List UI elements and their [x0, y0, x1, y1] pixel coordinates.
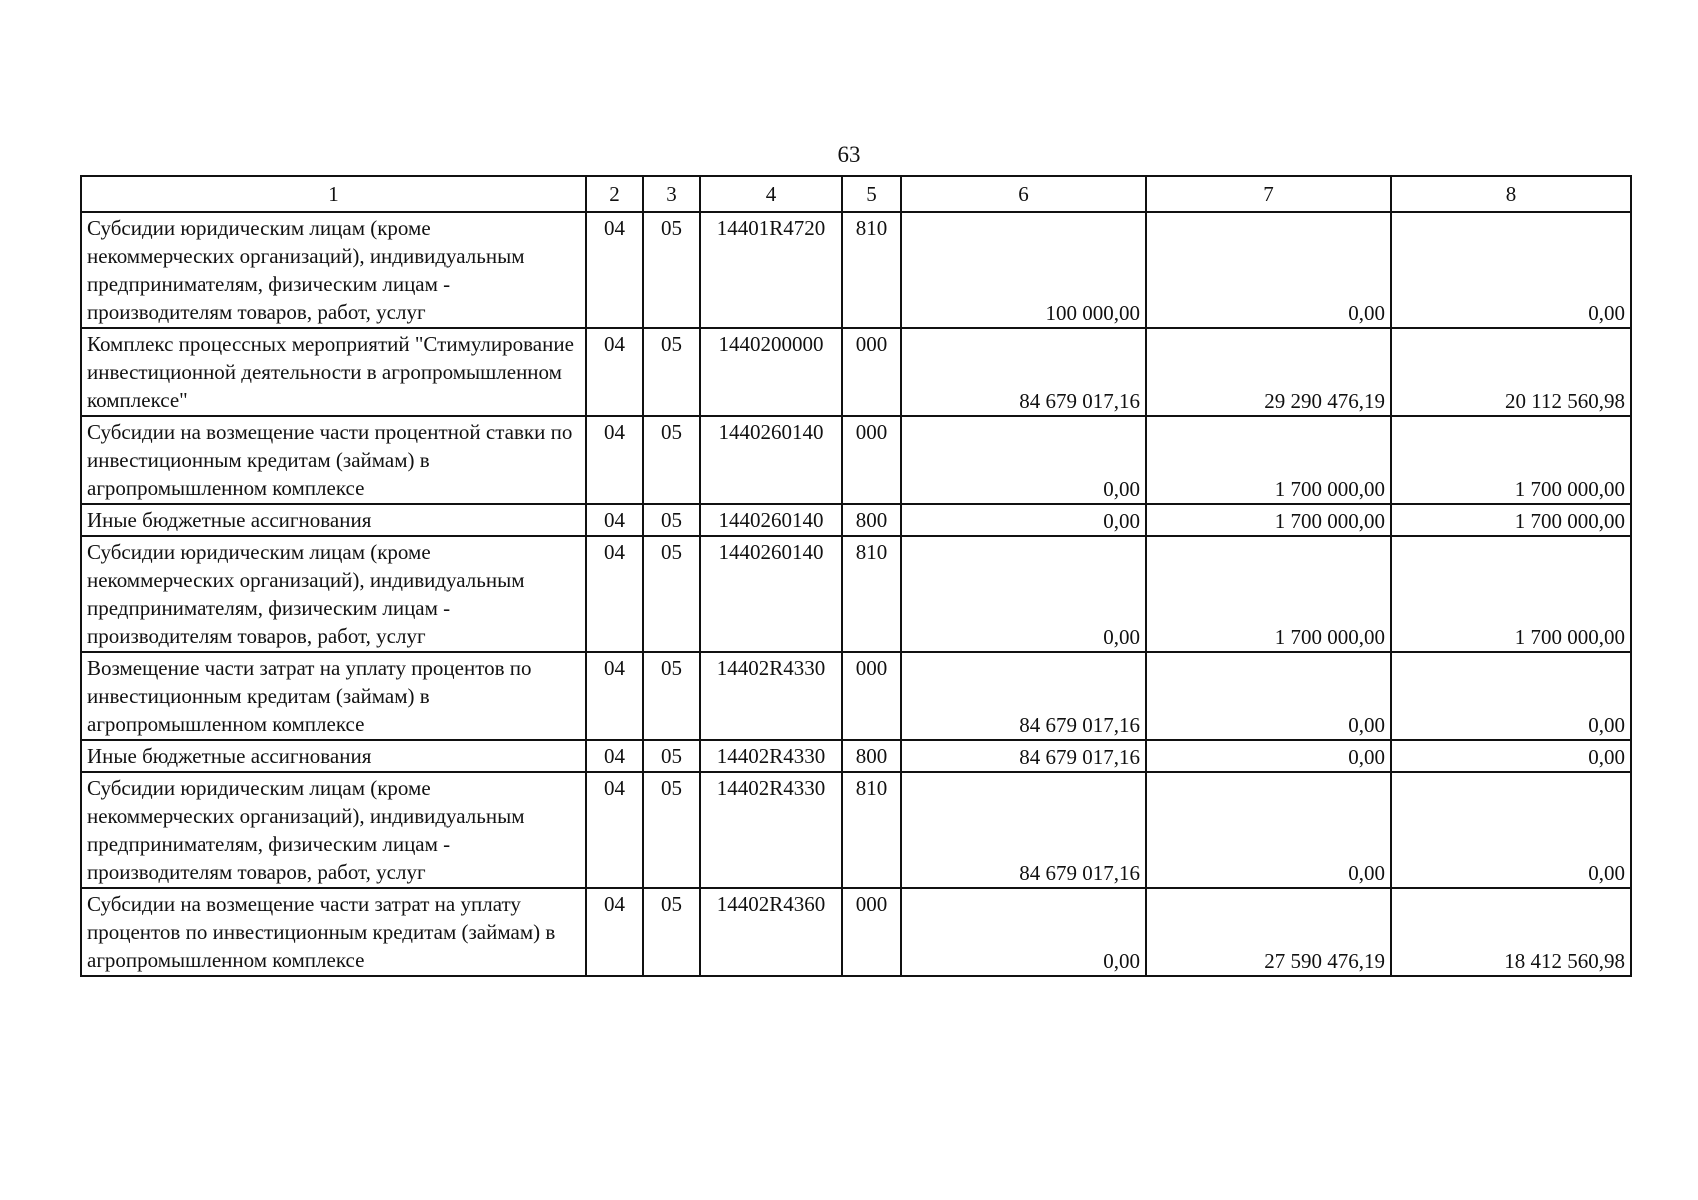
- row-subsection-code: 05: [643, 772, 700, 888]
- column-header: 3: [643, 176, 700, 212]
- row-expense-type: 810: [842, 772, 901, 888]
- row-section-code: 04: [586, 416, 643, 504]
- column-header: 8: [1391, 176, 1631, 212]
- row-amount-col8: 1 700 000,00: [1391, 536, 1631, 652]
- row-target-article: 1440260140: [700, 504, 842, 536]
- row-section-code: 04: [586, 772, 643, 888]
- budget-table: [80, 175, 1632, 977]
- row-target-article: 14401R4720: [700, 212, 842, 328]
- row-amount-col6: 100 000,00: [901, 212, 1146, 328]
- row-amount-col8: 0,00: [1391, 772, 1631, 888]
- table-row: [81, 504, 1631, 536]
- row-target-article: 1440260140: [700, 416, 842, 504]
- column-header: 7: [1146, 176, 1391, 212]
- row-amount-col7: 0,00: [1146, 772, 1391, 888]
- table-row: [81, 652, 1631, 740]
- table-row: [81, 328, 1631, 416]
- row-amount-col7: 1 700 000,00: [1146, 536, 1391, 652]
- row-name: Возмещение части затрат на уплату процентов по инвестиционным кредитам (займам) в агропромышленном комплексе: [81, 652, 586, 740]
- row-subsection-code: 05: [643, 212, 700, 328]
- row-name: Субсидии юридическим лицам (кроме некоммерческих организаций), индивидуальным предпринимателям, физическим лицам - производителям товаров, работ, услуг: [81, 212, 586, 328]
- row-amount-col8: 1 700 000,00: [1391, 416, 1631, 504]
- row-expense-type: 800: [842, 740, 901, 772]
- row-subsection-code: 05: [643, 888, 700, 976]
- row-subsection-code: 05: [643, 536, 700, 652]
- row-amount-col6: 0,00: [901, 504, 1146, 536]
- row-amount-col7: 1 700 000,00: [1146, 416, 1391, 504]
- column-header: 1: [81, 176, 586, 212]
- row-section-code: 04: [586, 888, 643, 976]
- row-target-article: 14402R4330: [700, 652, 842, 740]
- row-target-article: 14402R4330: [700, 772, 842, 888]
- row-section-code: 04: [586, 328, 643, 416]
- row-amount-col6: 84 679 017,16: [901, 652, 1146, 740]
- row-name: Субсидии юридическим лицам (кроме некоммерческих организаций), индивидуальным предпринимателям, физическим лицам - производителям товаров, работ, услуг: [81, 536, 586, 652]
- row-subsection-code: 05: [643, 652, 700, 740]
- column-header: 6: [901, 176, 1146, 212]
- row-target-article: 1440200000: [700, 328, 842, 416]
- row-amount-col8: 1 700 000,00: [1391, 504, 1631, 536]
- row-amount-col8: 18 412 560,98: [1391, 888, 1631, 976]
- row-target-article: 1440260140: [700, 536, 842, 652]
- table-row: [81, 772, 1631, 888]
- row-amount-col6: 0,00: [901, 416, 1146, 504]
- row-amount-col8: 20 112 560,98: [1391, 328, 1631, 416]
- row-expense-type: 000: [842, 652, 901, 740]
- row-expense-type: 000: [842, 888, 901, 976]
- row-name: Иные бюджетные ассигнования: [81, 504, 586, 536]
- row-section-code: 04: [586, 652, 643, 740]
- table-row: [81, 888, 1631, 976]
- row-name: Комплекс процессных мероприятий "Стимулирование инвестиционной деятельности в агропромышленном комплексе": [81, 328, 586, 416]
- row-subsection-code: 05: [643, 416, 700, 504]
- row-amount-col8: 0,00: [1391, 652, 1631, 740]
- row-amount-col7: 0,00: [1146, 652, 1391, 740]
- page-number: 63: [837, 142, 861, 167]
- row-amount-col8: 0,00: [1391, 740, 1631, 772]
- row-expense-type: 800: [842, 504, 901, 536]
- row-expense-type: 810: [842, 212, 901, 328]
- row-section-code: 04: [586, 740, 643, 772]
- row-amount-col6: 84 679 017,16: [901, 740, 1146, 772]
- row-name: Субсидии на возмещение части затрат на уплату процентов по инвестиционным кредитам (займам) в агропромышленном комплексе: [81, 888, 586, 976]
- row-amount-col7: 27 590 476,19: [1146, 888, 1391, 976]
- row-section-code: 04: [586, 504, 643, 536]
- row-expense-type: 000: [842, 416, 901, 504]
- row-amount-col6: 84 679 017,16: [901, 328, 1146, 416]
- row-amount-col6: 0,00: [901, 536, 1146, 652]
- column-header: 5: [842, 176, 901, 212]
- header-row: [81, 176, 1631, 212]
- table-row: [81, 212, 1631, 328]
- row-expense-type: 000: [842, 328, 901, 416]
- row-target-article: 14402R4360: [700, 888, 842, 976]
- row-name: Иные бюджетные ассигнования: [81, 740, 586, 772]
- row-subsection-code: 05: [643, 504, 700, 536]
- row-name: Субсидии юридическим лицам (кроме некоммерческих организаций), индивидуальным предпринимателям, физическим лицам - производителям товаров, работ, услуг: [81, 772, 586, 888]
- row-amount-col7: 0,00: [1146, 212, 1391, 328]
- table-row: [81, 740, 1631, 772]
- table-row: [81, 416, 1631, 504]
- row-expense-type: 810: [842, 536, 901, 652]
- table-row: [81, 536, 1631, 652]
- row-target-article: 14402R4330: [700, 740, 842, 772]
- row-name: Субсидии на возмещение части процентной ставки по инвестиционным кредитам (займам) в агропромышленном комплексе: [81, 416, 586, 504]
- row-subsection-code: 05: [643, 740, 700, 772]
- row-amount-col8: 0,00: [1391, 212, 1631, 328]
- row-section-code: 04: [586, 536, 643, 652]
- row-amount-col7: 0,00: [1146, 740, 1391, 772]
- row-section-code: 04: [586, 212, 643, 328]
- row-amount-col7: 1 700 000,00: [1146, 504, 1391, 536]
- column-header: 2: [586, 176, 643, 212]
- row-amount-col6: 0,00: [901, 888, 1146, 976]
- row-amount-col7: 29 290 476,19: [1146, 328, 1391, 416]
- row-subsection-code: 05: [643, 328, 700, 416]
- row-amount-col6: 84 679 017,16: [901, 772, 1146, 888]
- column-header: 4: [700, 176, 842, 212]
